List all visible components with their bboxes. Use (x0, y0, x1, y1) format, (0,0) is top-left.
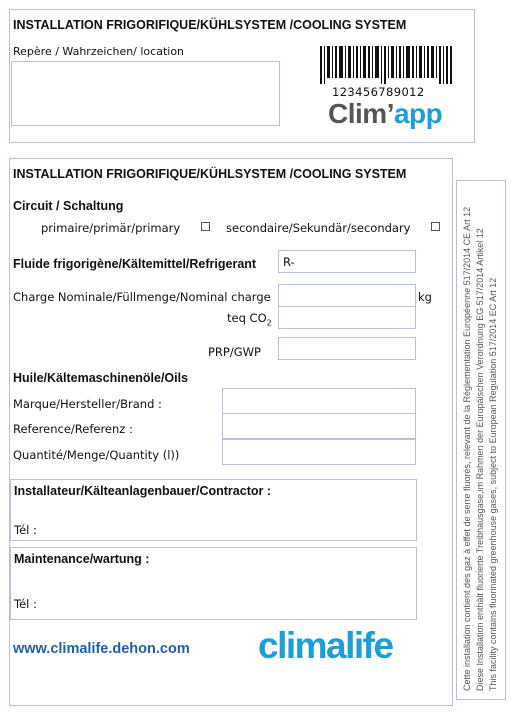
installer-tel: Tél : (14, 523, 37, 537)
refrigerant-value: R- (283, 255, 295, 269)
installer-box[interactable] (10, 479, 417, 541)
climapp-logo-app: app (393, 98, 443, 129)
teq-label-subscript: 2 (266, 318, 272, 328)
charge-unit: kg (418, 290, 432, 304)
location-card-title: INSTALLATION FRIGORIFIQUE/KÜHLSYSTEM /COOLING SYSTEM (13, 18, 407, 32)
installation-card-title: INSTALLATION FRIGORIFIQUE/KÜHLSYSTEM /COOLING SYSTEM (13, 167, 407, 181)
teq-field[interactable] (278, 306, 416, 329)
charge-label: Charge Nominale/Füllmenge/Nominal charge (13, 290, 271, 304)
refrigerant-label: Fluide frigorigène/Kältemittel/Refrigerant (13, 257, 257, 271)
circuit-heading: Circuit / Schaltung (13, 199, 124, 213)
maintenance-tel: Tél : (14, 597, 37, 611)
maintenance-box[interactable] (10, 547, 417, 620)
climalife-logo: climalife (258, 625, 393, 666)
climapp-logo (328, 98, 442, 130)
installer-heading: Installateur/Kälteanlagenbauer/Contractor : (14, 484, 272, 498)
oil-brand-field[interactable] (222, 388, 416, 414)
location-field[interactable] (11, 61, 280, 126)
primary-label: primaire/primär/primary (41, 221, 181, 235)
location-label: Repère / Wahrzeichen/ location (13, 45, 185, 58)
oil-quantity-field[interactable] (222, 439, 416, 465)
location-card (9, 9, 475, 143)
regulation-line-fr: Cette installation contient des gaz à effet de serre fluorés, relevant de la Réglementation Européenne 517/2014 CE Art 12 (462, 206, 472, 691)
gwp-field[interactable] (278, 337, 416, 360)
teq-label (227, 311, 272, 327)
oil-reference-field[interactable] (222, 413, 416, 439)
oil-reference-label: Reference/Referenz : (13, 422, 133, 436)
secondary-checkbox[interactable] (431, 222, 440, 231)
regulation-line-en: This facility contains fluorinated greenhouse gases, subject to European Regulation 517/2014 EC Art 12 (488, 277, 498, 691)
maintenance-heading: Maintenance/wartung : (14, 552, 150, 566)
regulation-notice (456, 180, 506, 700)
gwp-label: PRP/GWP (208, 345, 261, 359)
barcode (320, 46, 452, 84)
oil-brand-label: Marque/Hersteller/Brand : (13, 397, 162, 411)
charge-field[interactable] (278, 284, 416, 307)
oils-heading: Huile/Kältemaschinenöle/Oils (13, 371, 189, 385)
oil-quantity-label: Quantité/Menge/Quantity (l)) (13, 448, 180, 462)
secondary-label: secondaire/Sekundär/secondary (226, 221, 411, 235)
regulation-line-de: Diese Installation enthält fluorierte Treibhausgase,im Rahmen der Europäischen Verordnung EG 517/2014 Artikel 12 (475, 228, 485, 691)
climapp-logo-clim: Clim (328, 98, 387, 129)
teq-label-text: teq CO (227, 311, 267, 325)
primary-checkbox[interactable] (201, 222, 210, 231)
refrigerant-field[interactable] (278, 250, 416, 273)
climapp-logo-apostrophe: ’ (386, 98, 394, 129)
website-link[interactable]: www.climalife.dehon.com (13, 641, 190, 657)
barcode-number: 123456789012 (332, 85, 425, 99)
installation-card (9, 158, 453, 706)
